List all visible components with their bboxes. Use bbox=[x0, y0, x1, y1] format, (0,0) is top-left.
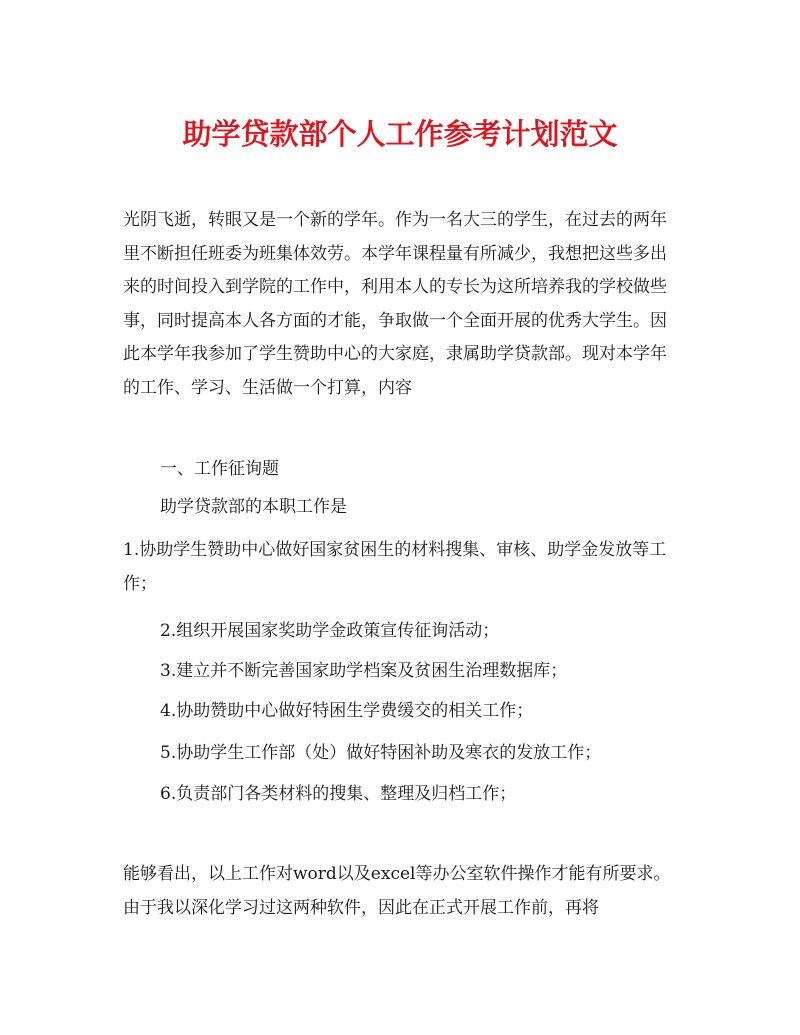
duties-intro: 助学贷款部的本职工作是 bbox=[160, 497, 347, 517]
duty-item-4: 4.协助赞助中心做好特困生学费缓交的相关工作； bbox=[160, 701, 534, 721]
document-title: 助学贷款部个人工作参考计划范文 bbox=[182, 117, 618, 151]
intro-paragraph: 光阴飞逝，转眼又是一个新的学年。作为一名大三的学生，在过去的两年里不断担任班委为班集体效劳。本学年课程量有所减少，我想把这些多出来的时间投入到学院的工作中，利用本人的专长为这所培养我的学校做些事，同时提高本人各方面的才能，争取做一个全面开展的优秀大学生。因此本学年我参加了学生赞助中心的大家庭，隶属助学贷款部。现对本学年的工作、学习、生活做一个打算，内容 bbox=[123, 210, 667, 398]
duty-item-6: 6.负责部门各类材料的搜集、整理及归档工作； bbox=[160, 784, 517, 804]
section-heading: 一、工作征询题 bbox=[160, 459, 279, 479]
duty-item-5: 5.协助学生工作部（处）做好特困补助及寒衣的发放工作； bbox=[160, 743, 602, 763]
duty-item-2: 2.组织开展国家奖助学金政策宣传征询活动； bbox=[160, 621, 500, 641]
closing-paragraph: 能够看出，以上工作对word以及excel等办公室软件操作才能有所要求。由于我以深化学习过这两种软件，因此在正式开展工作前，再将 bbox=[123, 864, 671, 918]
duty-item-1: 1.协助学生赞助中心做好国家贫困生的材料搜集、审核、助学金发放等工作； bbox=[123, 540, 667, 594]
duty-item-3: 3.建立并不断完善国家助学档案及贫困生治理数据库； bbox=[160, 661, 568, 681]
